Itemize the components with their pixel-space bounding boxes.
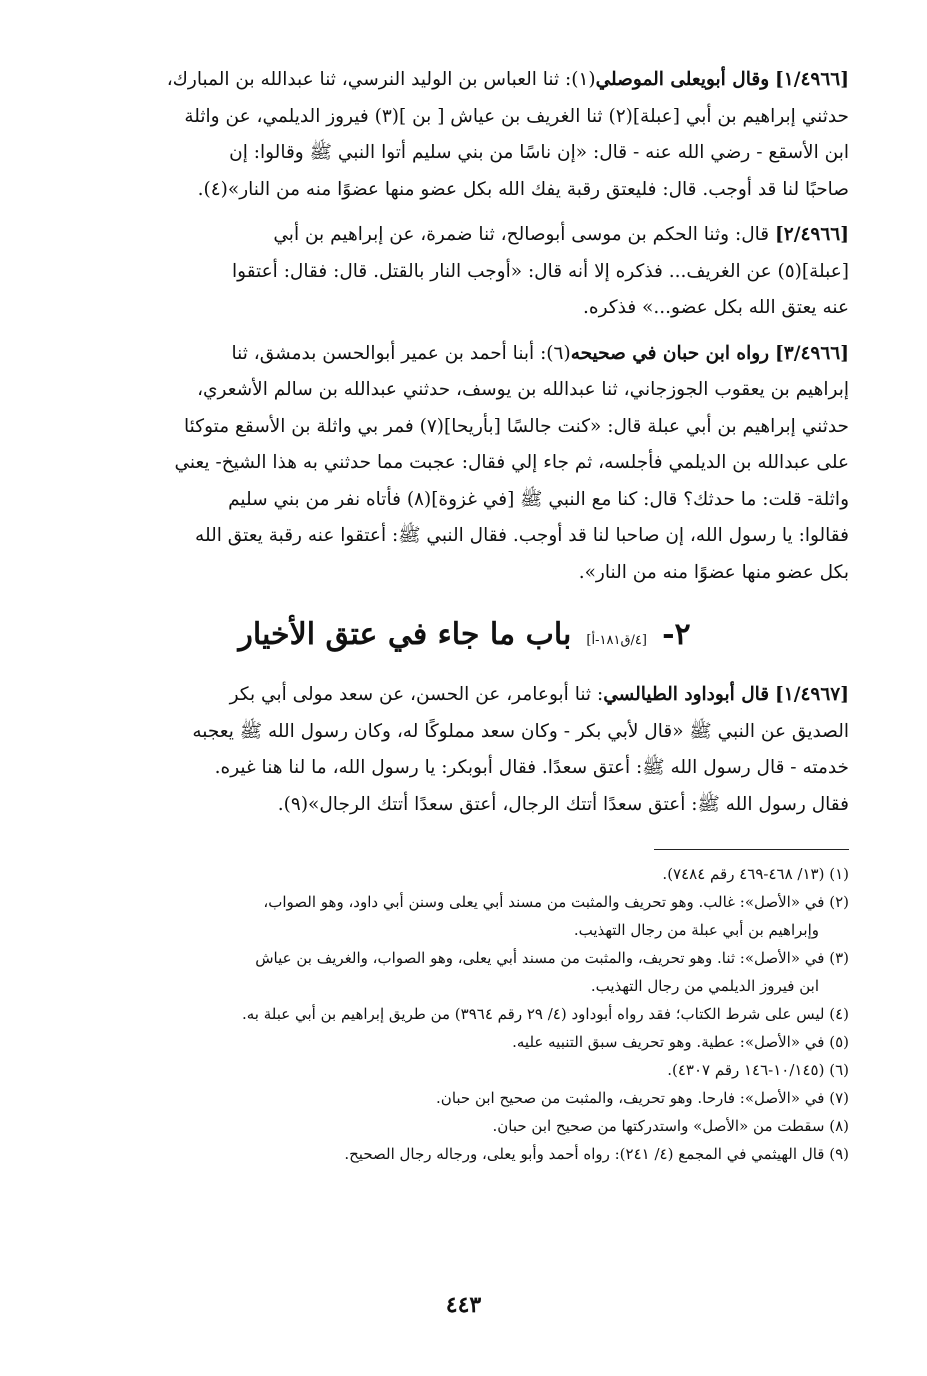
chapter-number: ٢-	[662, 617, 691, 652]
hadith-reference: [٢/٤٩٦٦]	[775, 224, 849, 245]
footnote-line: (٨) سقطت من «الأصل» واستدركتها من صحيح ابن حبان.	[492, 1117, 849, 1135]
paragraph-line: فقال رسول الله ﷺ: أعتق سعدًا أتتك الرجال، أعتق سعدًا أتتك الرجال»(٩).	[277, 793, 849, 815]
footnote-line: (٤) ليس على شرط الكتاب؛ فقد رواه أبوداود (٤/ ٢٩ رقم ٣٩٦٤) من طريق إبراهيم بن أبي عبلة به.	[241, 1005, 849, 1023]
footnote-line: (٩) قال الهيثمي في المجمع (٤/ ٢٤١): رواه أحمد وأبو يعلى، ورجاله رجال الصحيح.	[344, 1145, 849, 1163]
paragraph-line	[80, 217, 849, 254]
paragraph-line: حدثني إبراهيم بن أبي [عبلة](٢) ثنا الغريف بن عياش [ بن ](٣) فيروز الديلمي، عن واثلة	[184, 105, 849, 127]
paragraph-line	[80, 677, 849, 714]
paragraph-line: فقالوا: يا رسول الله، إن صاحبا لنا قد أوجب. فقال النبي ﷺ: أعتقوا عنه رقبة يعتق الله	[195, 525, 849, 546]
footnote-line: (٥) في «الأصل»: عطية. وهو تحريف سبق التنبيه عليه.	[512, 1033, 849, 1051]
page-number: ٤٤٣	[445, 1292, 482, 1318]
line-text: (١): ثنا العباس بن الوليد النرسي، ثنا عبدالله بن المبارك،	[166, 69, 596, 90]
footnote-line: ابن فيروز الديلمي من رجال التهذيب.	[590, 977, 819, 995]
footnotes	[80, 860, 849, 1168]
footnote-line: (٢) في «الأصل»: غالب. وهو تحريف والمثبت من مسند أبي يعلى وسنن أبي داود، وهو الصواب،	[263, 893, 849, 911]
narrator-lead: رواه ابن حبان في صحيحه	[570, 342, 770, 364]
paragraph-line: ابن الأسقع - رضي الله عنه - قال: «إن ناسًا من بني سليم أتوا النبي ﷺ وقالوا: إن	[229, 142, 849, 163]
narrator-lead: قال أبوداود الطيالسي	[603, 684, 770, 705]
hadith-paragraph-1	[80, 62, 849, 208]
paragraph-line: بكل عضو منها عضوًا منه من النار».	[578, 561, 849, 583]
paragraph-line: خدمته - قال رسول الله ﷺ: أعتق سعدًا. فقال أبوبكر: يا رسول الله، ما لنا هنا غيره.	[214, 757, 849, 778]
footnote-line: (٦) (١٠/١٤٥-١٤٦ رقم ٤٣٠٧).	[667, 1061, 849, 1079]
footnote-line: (٧) في «الأصل»: فارحا. وهو تحريف، والمثبت من صحيح ابن حبان.	[436, 1089, 849, 1107]
footnote-line: (٣) في «الأصل»: ثنا. وهو تحريف، والمثبت من مسند أبي يعلى، وهو الصواب، والغريف بن عياش	[255, 949, 849, 967]
chapter-heading	[80, 613, 849, 663]
paragraph-line: إبراهيم بن يعقوب الجوزجاني، ثنا عبدالله بن يوسف، حدثني عبدالله بن سالم الأشعري،	[197, 379, 849, 400]
chapter-title: باب ما جاء في عتق الأخيار	[238, 617, 572, 652]
paragraph-line: [عبلة](٥) عن الغريف... فذكره إلا أنه قال: «أوجب النار بالقتل. قال: فقال: أعتقوا	[232, 260, 849, 282]
footnote-separator	[654, 849, 849, 850]
hadith-paragraph-3	[80, 336, 849, 592]
paragraph-line: عنه يعتق الله بكل عضو...» فذكره.	[583, 297, 849, 318]
footnote-line: وإبراهيم بن أبي عبلة من رجال التهذيب.	[573, 921, 819, 939]
paragraph-line: واثلة- قلت: ما حدثك؟ قال: كنا مع النبي ﷺ [في غزوة](٨) فأتاه نفر من بني سليم	[228, 488, 849, 510]
narrator-lead: وقال أبويعلى الموصلي	[595, 69, 770, 90]
line-text: : ثنا أبوعامر، عن الحسن، عن سعد مولى أبي بكر	[229, 684, 604, 705]
paragraph-line: على عبدالله بن الديلمي فأجلسه، ثم جاء إلي فقال: عجبت مما حدثني به هذا الشيخ- يعني	[174, 452, 849, 473]
hadith-reference: [١/٤٩٦٦]	[775, 69, 849, 90]
hadith-reference: [٣/٤٩٦٦]	[775, 342, 849, 364]
hadith-paragraph-2	[80, 217, 849, 327]
paragraph-line	[80, 336, 849, 373]
manuscript-folio-tag: [٤/ق١٨١-أ]	[586, 633, 647, 648]
paragraph-line: صاحبًا لنا قد أوجب. قال: فليعتق رقبة يفك الله بكل عضو منها عضوًا منه من النار»(٤).	[197, 178, 849, 200]
hadith-reference: [١/٤٩٦٧]	[775, 684, 849, 705]
footnote-line: (١) (١٣/ ٤٦٨-٤٦٩ رقم ٧٤٨٤).	[662, 865, 849, 883]
line-text: قال: وثنا الحكم بن موسى أبوصالح، ثنا ضمرة، عن إبراهيم بن أبي	[273, 224, 770, 245]
hadith-paragraph-4	[80, 677, 849, 823]
paragraph-line: حدثني إبراهيم بن أبي عبلة قال: «كنت جالسًا [بأريحا](٧) فمر بي واثلة بن الأسقع متوكئا	[184, 415, 849, 437]
paragraph-line	[80, 62, 849, 99]
line-text: (٦): أبنا أحمد بن عمير أبوالحسن بدمشق، ثنا	[231, 342, 571, 364]
paragraph-line: الصديق عن النبي ﷺ «قال لأبي بكر - وكان سعد مملوكًا له، وكان رسول الله ﷺ يعجبه	[192, 720, 849, 742]
